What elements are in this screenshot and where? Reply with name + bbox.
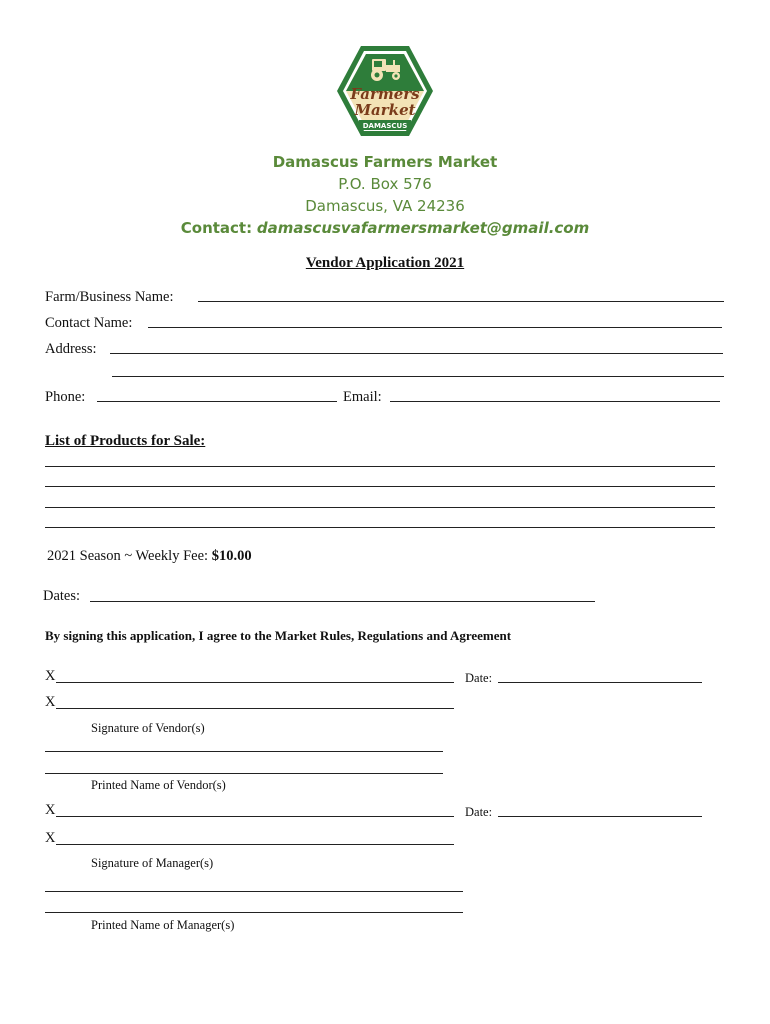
manager-signature-line-2[interactable] — [56, 844, 454, 845]
farmers-market-logo — [335, 44, 435, 138]
manager-print-label: Printed Name of Manager(s) — [91, 918, 235, 932]
contact-email[interactable]: damascusvafarmersmarket@gmail.com — [256, 219, 590, 237]
manager-date-label: Date: — [465, 805, 493, 819]
email-label: Email: — [343, 389, 382, 405]
manager-x-1: X — [45, 802, 56, 818]
vendor-date-field[interactable] — [498, 682, 702, 683]
city-line: Damascus, VA 24236 — [305, 197, 465, 215]
manager-signature-label: Signature of Manager(s) — [91, 856, 214, 870]
manager-print-line-2[interactable] — [45, 912, 463, 913]
vendor-x-2: X — [45, 694, 56, 710]
vendor-signature-line-1[interactable] — [56, 682, 454, 683]
org-name: Damascus Farmers Market — [272, 153, 498, 171]
dates-label: Dates: — [43, 588, 81, 604]
form-title: Vendor Application 2021 — [305, 255, 465, 271]
vendor-print-line-1[interactable] — [45, 751, 443, 752]
contact-line — [0, 219, 770, 237]
manager-date-field[interactable] — [498, 816, 702, 817]
email-field[interactable] — [390, 401, 720, 402]
products-line-4[interactable] — [45, 527, 715, 528]
weekly-fee: $10.00 — [211, 548, 252, 564]
svg-text:Farmers: Farmers — [350, 85, 420, 103]
phone-label: Phone: — [45, 389, 86, 405]
address-field-1[interactable] — [110, 353, 723, 354]
vendor-print-label: Printed Name of Vendor(s) — [91, 778, 226, 792]
contact-label: Contact: — [180, 219, 253, 237]
manager-print-line-1[interactable] — [45, 891, 463, 892]
vendor-print-line-2[interactable] — [45, 773, 443, 774]
manager-signature-line-1[interactable] — [56, 816, 454, 817]
address-label: Address: — [45, 341, 97, 357]
agreement-text: By signing this application, I agree to the Market Rules, Regulations and Agreement — [45, 628, 512, 643]
products-line-2[interactable] — [45, 486, 715, 487]
vendor-date-label: Date: — [465, 671, 493, 685]
season-text: 2021 Season ~ Weekly Fee: — [47, 548, 209, 564]
contact-name-label: Contact Name: — [45, 315, 133, 331]
products-label: List of Products for Sale: — [45, 433, 206, 449]
address-field-2[interactable] — [112, 376, 724, 377]
po-box: P.O. Box 576 — [338, 175, 432, 193]
vendor-x-1: X — [45, 668, 56, 684]
products-line-1[interactable] — [45, 466, 715, 467]
farm-business-label: Farm/Business Name: — [45, 289, 174, 305]
dates-field[interactable] — [90, 601, 595, 602]
vendor-signature-label: Signature of Vendor(s) — [91, 721, 205, 735]
svg-text:Market: Market — [354, 101, 416, 119]
phone-field[interactable] — [97, 401, 337, 402]
contact-name-field[interactable] — [148, 327, 722, 328]
products-line-3[interactable] — [45, 507, 715, 508]
svg-text:DAMASCUS: DAMASCUS — [362, 122, 408, 130]
vendor-signature-line-2[interactable] — [56, 708, 454, 709]
season-line — [47, 548, 252, 565]
manager-x-2: X — [45, 830, 56, 846]
farm-business-field[interactable] — [198, 301, 724, 302]
